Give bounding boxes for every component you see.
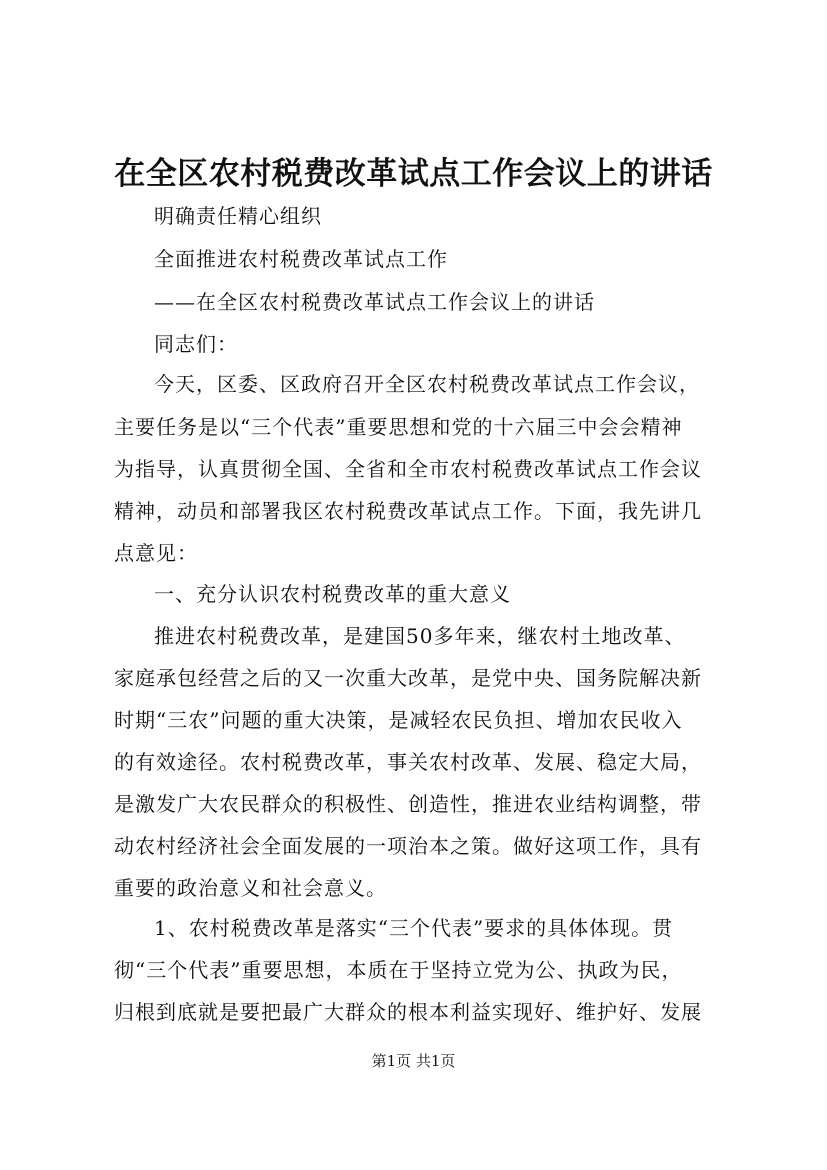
paragraph-line: 主要任务是以“三个代表”重要思想和党的十六届三中会会精神 — [114, 415, 683, 439]
subtitle-line: ——在全区农村税费改革试点工作会议上的讲话 — [154, 290, 595, 314]
paragraph-line: 推进农村税费改革，是建国50多年来，继农村土地改革、 — [154, 624, 686, 648]
paragraph-line: 归根到底就是要把最广大群众的根本利益实现好、维护好、发展 — [114, 1000, 702, 1024]
document-title: 在全区农村税费改革试点工作会议上的讲话 — [114, 156, 713, 192]
paragraph-line: 点意见： — [114, 541, 198, 565]
paragraph-line: 动农村经济社会全面发展的一项治本之策。做好这项工作，具有 — [114, 834, 702, 858]
paragraph-line: 的有效途径。农村税费改革，事关农村改革、发展、稳定大局， — [114, 750, 702, 774]
paragraph-line: 是激发广大农民群众的积极性、创造性，推进农业结构调整，带 — [114, 792, 702, 816]
subtitle-line: 全面推进农村税费改革试点工作 — [154, 247, 448, 271]
paragraph-line: 家庭承包经营之后的又一次重大改革，是党中央、国务院解决新 — [114, 666, 702, 690]
subtitle-line: 明确责任精心组织 — [154, 204, 322, 228]
paragraph-line: 1、农村税费改革是落实“三个代表”要求的具体体现。贯 — [154, 916, 674, 940]
paragraph-line: 重要的政治意义和社会意义。 — [114, 876, 387, 900]
section-heading: 一、充分认识农村税费改革的重大意义 — [154, 582, 511, 606]
paragraph-line: 为指导，认真贯彻全国、全省和全市农村税费改革试点工作会议 — [114, 457, 702, 481]
paragraph-line: 今天，区委、区政府召开全区农村税费改革试点工作会议， — [154, 372, 700, 396]
paragraph-line: 时期“三农”问题的重大决策，是减轻农民负担、增加农民收入 — [114, 708, 683, 732]
page-footer: 第1页 共1页 — [371, 1052, 456, 1070]
salutation: 同志们： — [154, 332, 238, 356]
paragraph-line: 精神，动员和部署我区农村税费改革试点工作。下面，我先讲几 — [114, 499, 702, 523]
paragraph-line: 彻“三个代表”重要思想，本质在于坚持立党为公、执政为民， — [114, 958, 683, 982]
